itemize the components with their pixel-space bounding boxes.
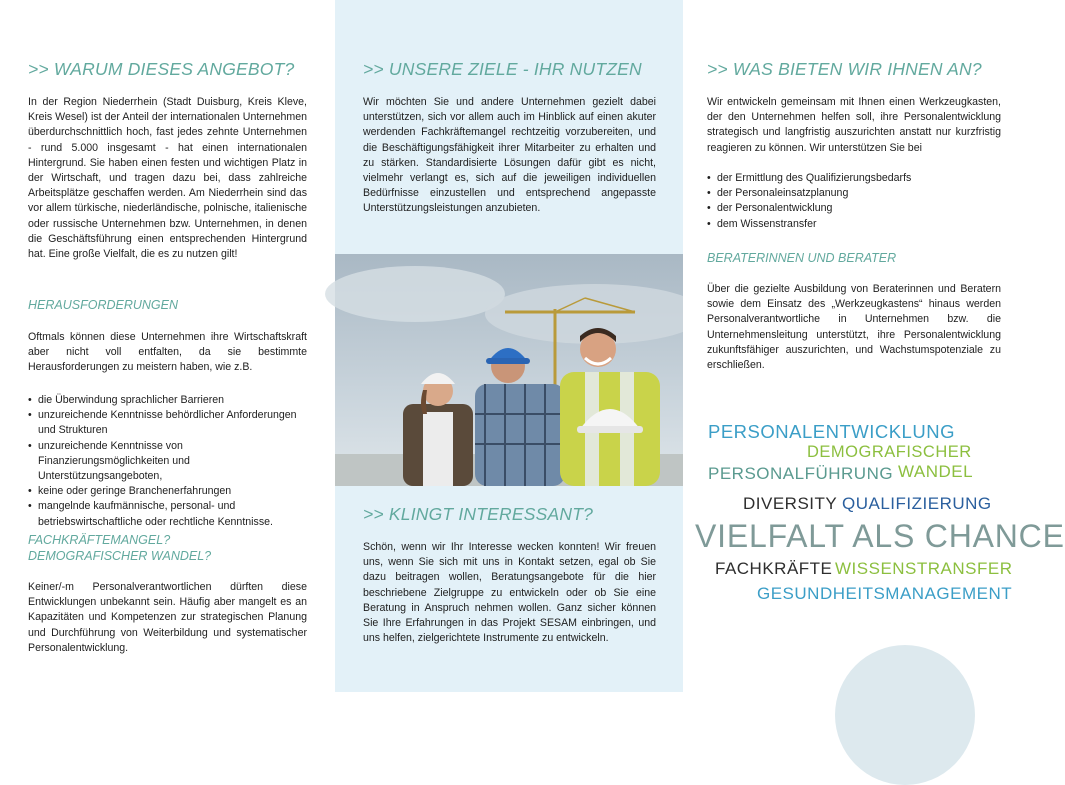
list-item: • unzureichende Kenntnisse von Finanzierungsmöglichkeiten und Unterstützungsangeboten, (28, 439, 307, 485)
cloud-word: PERSONALFÜHRUNG (708, 464, 894, 483)
column-left (0, 0, 335, 692)
personal-paragraph: Keiner/-m Personalverantwortlichen dürften diese Entwicklungen unbekannt sein. Häufig aber mangelt es an Kapazitäten und Kompetenzen zur strategischen Planung und Durchführung von Weiterbildung und systematischer Personalentwicklung. (28, 581, 307, 654)
heading-warum: >> WARUM DIESES ANGEBOT? (28, 59, 295, 79)
cloud-word: WISSENSTRANSFER (835, 559, 1013, 578)
construction-workers-image (335, 254, 683, 486)
subheading-line-2: DEMOGRAFISCHER WANDEL? (28, 549, 212, 563)
list-item: • der Personalentwicklung (707, 201, 1001, 216)
subheading-line-1: FACHKRÄFTEMANGEL? (28, 533, 171, 547)
intro-paragraph: In der Region Niederrhein (Stadt Duisburg, Kreis Kleve, Kreis Wesel) ist der Anteil der internationalen Unternehmen überdurchschnittlich hoch, fast jedes zehnte Unternehmen - rund 5.000 insgesamt - hat einen internationalen Hintergrund. Sie haben einen festen und wichtigen Platz in der Wirtschaft, und tragen dazu bei, dass zahlreiche Arbeitsplätze geschaffen werden. Am Niederrhein sind das vor allem türkische, niederländische, polnische, italienische oder russische Unternehmen bzw. Unternehmen, in denen die Geschäftsführung einen entsprechenden Hintergrund hat. Eine große Vielfalt, die es zu nutzen gilt! (28, 96, 307, 261)
list-item: • unzureichende Kenntnisse behördlicher Anforderungen und Strukturen (28, 408, 307, 438)
subheading-herausforderungen: HERAUSFORDERUNGEN (28, 298, 179, 312)
list-item: • mangelnde kaufmännische, personal- und betriebswirtschaftliche oder rechtliche Kenntnisse. (28, 499, 307, 529)
challenges-paragraph: Oftmals können diese Unternehmen ihre Wirtschaftskraft aber nicht voll entfalten, da sie bestimmte Herausforderungen zu meistern haben, wie z.B. (28, 331, 307, 374)
goals-paragraph: Wir möchten Sie und andere Unternehmen gezielt dabei unterstützen, sich vor allem auch im Hinblick auf einen akuter werdenden Fachkräftemangel rechtzeitig vorzubereiten, und die Beschäftigungsfähigkeit ihrer Mitarbeiter zu erhalten und zu stärken. Standardisierte Lösungen dafür gibt es nicht, vielmehr verlangt es, sich auf die jeweiligen individuellen Bedürfnisse einzustellen und entsprechend angepasste Unterstützungsleistungen anzubieten. (363, 96, 656, 215)
subheading-fachkraeftemangel (28, 532, 211, 564)
cloud-word: VIELFALT ALS CHANCE (695, 518, 1065, 554)
workers-photo (335, 254, 683, 486)
heading-klingt-interessant: >> KLINGT INTERESSANT? (363, 504, 594, 524)
cloud-word: DEMOGRAFISCHER (807, 443, 972, 461)
cloud-word: GESUNDHEITSMANAGEMENT (757, 584, 1013, 603)
subheading-berater: BERATERINNEN UND BERATER (707, 251, 897, 265)
offer-list (707, 171, 1001, 232)
cloud-word: QUALIFIZIERUNG (842, 494, 992, 513)
cloud-word: DIVERSITY (743, 494, 838, 513)
list-item: • der Ermittlung des Qualifizierungsbedarfs (707, 171, 1001, 186)
cloud-word: PERSONALENTWICKLUNG (708, 421, 955, 442)
offer-paragraph: Wir entwickeln gemeinsam mit Ihnen einen Werkzeugkasten, der den Unternehmen helfen soll, ihre Personalentwicklung strategisch und langfristig auszurichten anstatt nur kurzfristig reagieren zu können. Wir unterstützen Sie bei (707, 96, 1001, 154)
list-item: • dem Wissenstransfer (707, 217, 1001, 232)
heading-was-bieten: >> WAS BIETEN WIR IHNEN AN? (707, 59, 982, 79)
list-item: • keine oder geringe Branchenerfahrungen (28, 484, 307, 499)
list-item: • die Überwindung sprachlicher Barrieren (28, 393, 307, 408)
challenges-list (28, 393, 307, 530)
column-right (683, 0, 1065, 692)
cloud-word: WANDEL (898, 462, 974, 481)
decorative-circle (835, 645, 975, 785)
list-item: • der Personaleinsatzplanung (707, 186, 1001, 201)
contact-paragraph: Schön, wenn wir Ihr Interesse wecken konnten! Wir freuen uns, wenn Sie sich mit uns in Kontakt setzen, egal ob Sie dazu beitragen wollen, Beratungsangebote für die hier beschriebene Zielgruppe zu entwickeln oder ob Sie eine Beratung in Anspruch nehmen wollen. Ganz sicher können Sie Ihre Erfahrungen in das Projekt SESAM einbringen, und uns helfen, zielgerichtete Instrumente zu entwickeln. (363, 541, 656, 645)
column-middle (335, 0, 683, 692)
consultant-paragraph: Über die gezielte Ausbildung von Beraterinnen und Beratern sowie dem Einsatz des „Werkzeugkastens“ hinaus werden Personalverantwortliche in Unternehmen bzw. die Unternehmensleitung unterstützt, ihre Personalentwicklung zukunftsfähiger auszurichten, und Wachstumspotenziale zu erschließen. (707, 283, 1001, 372)
cloud-word: FACHKRÄFTE (715, 559, 833, 578)
heading-ziele: >> UNSERE ZIELE - IHR NUTZEN (363, 59, 642, 79)
